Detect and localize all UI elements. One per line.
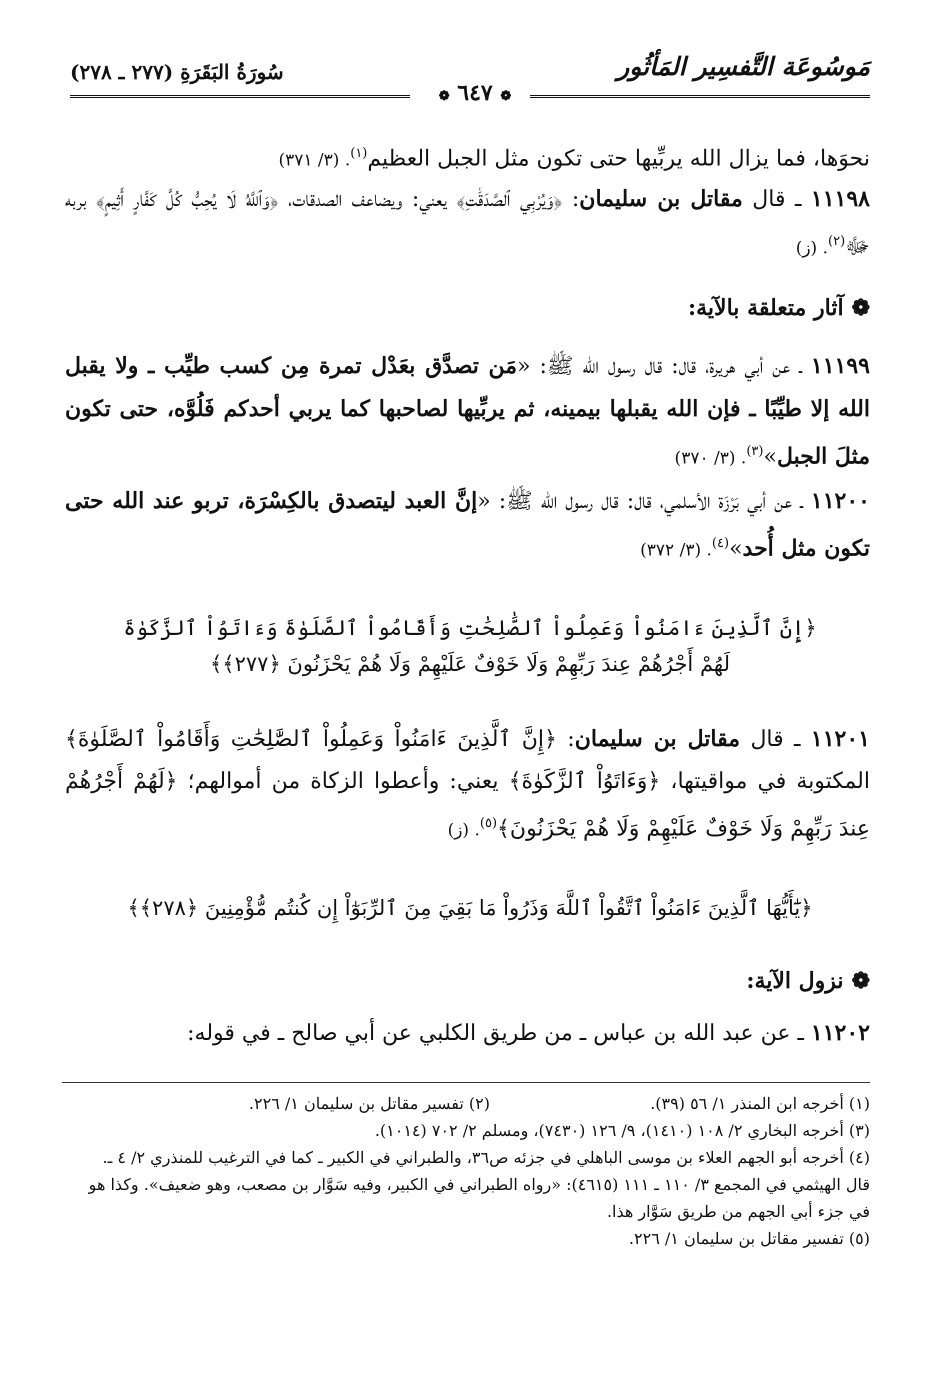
- entry-11200: [65, 480, 870, 571]
- entry-text: : ﴿وَيُرْبِي ٱلصَّدَقَٰتِ﴾ يعني: ويضاعف الصدقات، ﴿وَٱللَّهُ لَا يُحِبُّ كُلَّ كَفَّارٍ أَثِيمٍ﴾ بربه ﷻ: [65, 187, 870, 260]
- footnote-4: (٤) أخرجه أبو الجهم العلاء بن موسى الباهلي في جزئه ص٣٦، والطبراني في الكبير ـ كما في الترغيب للمنذري ٢/ ٤ ـ.: [102, 1148, 870, 1167]
- book-title: مَوسُوعَة التَّفسِير المَأثُور: [617, 52, 870, 81]
- entry-number: ١١٢٠٠: [810, 488, 870, 514]
- entry-number: ١١١٩٩: [810, 353, 870, 379]
- footnote-divider: [62, 1082, 870, 1083]
- footnote-marker: (٣): [746, 444, 764, 459]
- section-heading-text: آثار متعلقة بالآية:: [688, 295, 844, 321]
- footnote-2: (٢) تفسير مقاتل بن سليمان ١/ ٢٢٦.: [248, 1094, 490, 1113]
- page-number-bar: [70, 80, 870, 110]
- entry-11199: [65, 345, 870, 479]
- verse-range: (٢٧٧ ـ ٢٧٨): [70, 60, 174, 84]
- hadith-text: مَن تصدَّق بعَدْل تمرة مِن كسب طيِّب ـ ولا يقبل الله إلا طيِّبًا ـ فإن الله يقبلها بيمينه، ثم يربِّيها لصاحبها كما يربي أحدكم فَلُوَّه، حتى تكون مثلَ الجبل: [65, 353, 870, 470]
- footnote-row: [65, 1090, 870, 1117]
- footnote-marker: (٥): [479, 816, 498, 831]
- entry-11202: [65, 1012, 870, 1055]
- footnote-5: (٥) تفسير مقاتل بن سليمان ١/ ٢٢٦.: [628, 1229, 870, 1248]
- ornament-icon: ❁: [500, 89, 512, 104]
- hadith-text: إنَّ العبد ليتصدق بالكِسْرَة، تربو عند الله حتى تكون مثل أُحد: [65, 488, 870, 562]
- surah-name: سُورَةُ البَقَرَةِ: [180, 60, 284, 84]
- source-tag: . (ز): [447, 820, 480, 841]
- footnote-marker: (٢): [828, 234, 846, 249]
- entry-number: ١١٢٠٢: [810, 1020, 870, 1046]
- narrator-name: مقاتل بن سليمان: [574, 726, 741, 752]
- section-heading: [746, 968, 870, 994]
- entry-text: »: [729, 536, 743, 562]
- page-number-value: ٦٤٧: [457, 80, 493, 106]
- quran-verse-277: [120, 610, 820, 682]
- verse-line: لَهُمْ أَجْرُهُمْ عِندَ رَبِّهِمْ وَلَا خَوْفٌ عَلَيْهِمْ وَلَا هُمْ يَحْزَنُونَ ﴿٢٧٧﴾﴾: [209, 652, 730, 676]
- footnote-3: (٣) أخرجه البخاري ٢/ ١٠٨ (١٤١٠)، ٩/ ١٢٦ (٧٤٣٠)، ومسلم ٢/ ٧٠٢ (١٠١٤).: [374, 1121, 870, 1140]
- ornament-icon: ❁: [851, 295, 870, 321]
- source-tag: . (ز): [795, 238, 829, 259]
- entry-11201: [65, 718, 870, 851]
- narrator-name: مقاتل بن سليمان: [579, 186, 743, 212]
- entry-text: ـ عن أبي بَرْزَة الأسلمي، قال: قال رسول الله ﷺ: «: [477, 489, 811, 514]
- volume-reference: . (٣/ ٣٧٠): [674, 448, 747, 469]
- entry-text: ـ عن أبي هريرة، قال: قال رسول الله ﷺ: «: [517, 354, 811, 379]
- verse-line: ﴿إِنَّ ٱلَّذِينَ ءَامَنُواْ وَعَمِلُواْ ٱلصَّٰلِحَٰتِ وَأَقَامُواْ ٱلصَّلَوٰةَ وَءَاتَوُاْ ٱلزَّكَوٰةَ: [123, 616, 817, 640]
- footnote-1: (١) أخرجه ابن المنذر ١/ ٥٦ (٣٩).: [650, 1094, 870, 1113]
- section-heading-text: نزول الآية:: [746, 968, 844, 994]
- entry-text: ـ قال: [742, 187, 811, 212]
- footnote-4-comment: قال الهيثمي في المجمع ٣/ ١١٠ ـ ١١١ (٤٦١٥): «رواه الطبراني في الكبير، وفيه سَوَّار بن مصعب، وهو ضعيف». وكذا هو في جزء أبي الجهم من طريق سَوَّار هذا.: [88, 1175, 870, 1221]
- entry-text: »: [763, 444, 777, 470]
- quran-verse-278: [120, 890, 820, 926]
- ornament-icon: ❁: [438, 89, 450, 104]
- paragraph-text: نحوَها، فما يزال الله يربِّيها حتى تكون مثل الجبل العظيم: [367, 146, 870, 172]
- paragraph-continuation: [65, 133, 870, 181]
- entry-text: ـ قال: [740, 727, 811, 752]
- entry-text: ـ عن عبد الله بن عباس ـ من طريق الكلبي عن أبي صالح ـ في قوله:: [187, 1021, 811, 1046]
- volume-reference: . (٣/ ٣٧١): [278, 150, 351, 171]
- verse-line: ﴿يَٰٓأَيُّهَا ٱلَّذِينَ ءَامَنُواْ ٱتَّقُواْ ٱللَّهَ وَذَرُواْ مَا بَقِيَ مِنَ ٱلرِّبَوٰٓاْ إِن كُنتُم مُّؤْمِنِينَ ﴿٢٧٨﴾﴾: [127, 896, 813, 920]
- page-number: [435, 80, 515, 106]
- entry-number: ١١٢٠١: [810, 726, 870, 752]
- footnote-marker: (٤): [711, 536, 730, 551]
- footnotes: [65, 1090, 870, 1252]
- header-rule-left: [70, 95, 410, 98]
- entry-11198: [65, 178, 870, 269]
- volume-reference: . (٣/ ٣٧٢): [640, 540, 712, 561]
- entry-text: : ﴿إِنَّ ٱلَّذِينَ ءَامَنُواْ وَعَمِلُواْ ٱلصَّٰلِحَٰتِ وَأَقَامُواْ ٱلصَّلَوٰةَ﴾ المكتوبة في مواقيتها، ﴿وَءَاتَوُاْ ٱلزَّكَوٰةَ﴾ يعني: وأعطوا الزكاة من أموالهم؛ ﴿لَهُمْ أَجْرُهُمْ عِندَ رَبِّهِمْ وَلَا خَوْفٌ عَلَيْهِمْ وَلَا هُمْ يَحْزَنُونَ﴾: [65, 727, 870, 842]
- header-rule-right: [530, 95, 870, 98]
- section-heading: [688, 295, 870, 321]
- ornament-icon: ❁: [851, 968, 870, 994]
- entry-number: ١١١٩٨: [810, 186, 870, 212]
- footnote-marker: (١): [350, 146, 368, 161]
- page-header: [70, 48, 870, 108]
